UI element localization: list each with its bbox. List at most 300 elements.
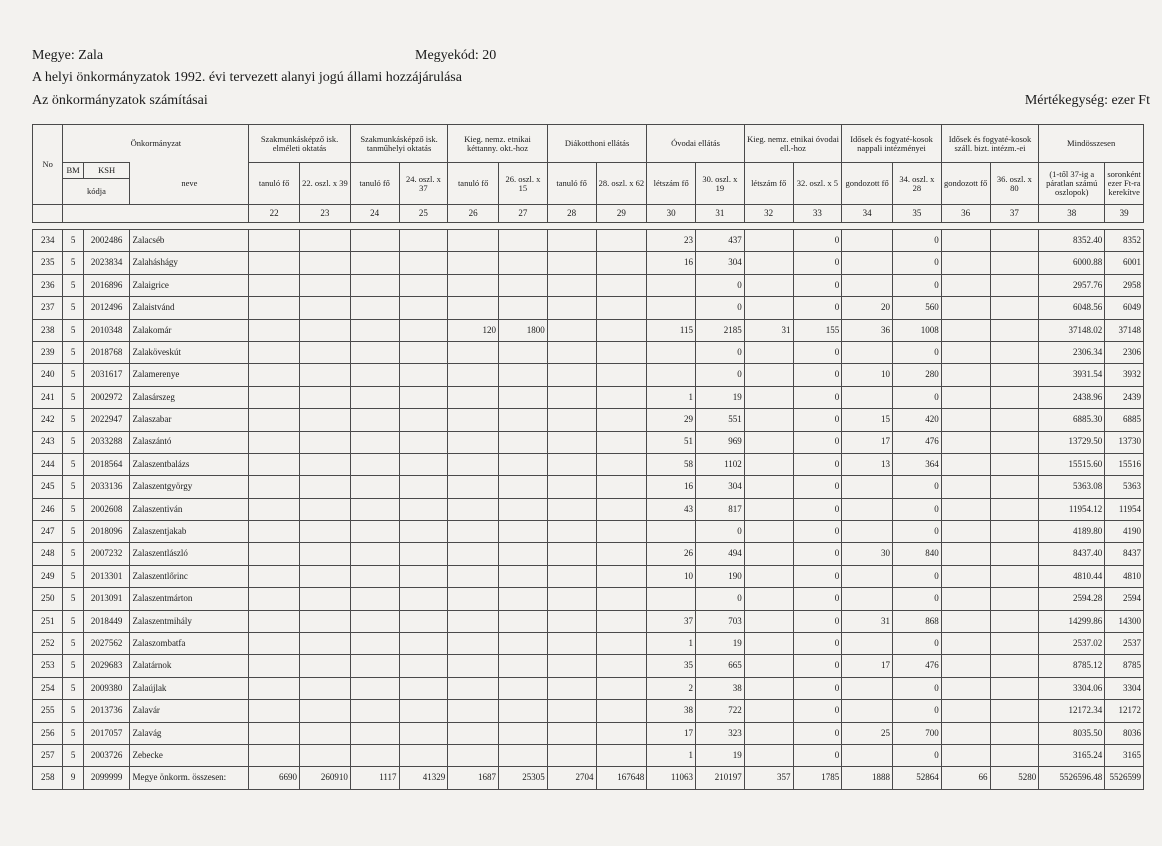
table-cell bbox=[547, 431, 596, 453]
table-cell bbox=[990, 230, 1039, 252]
table-cell bbox=[350, 453, 399, 475]
table-cell: 0 bbox=[793, 341, 842, 363]
table-cell bbox=[350, 297, 399, 319]
table-cell: 13730 bbox=[1105, 431, 1144, 453]
table-cell bbox=[249, 700, 300, 722]
table-cell bbox=[842, 700, 893, 722]
table-cell: 4190 bbox=[1105, 521, 1144, 543]
col-number: 37 bbox=[990, 205, 1039, 223]
table-cell: 240 bbox=[33, 364, 63, 386]
table-cell bbox=[249, 588, 300, 610]
table-cell: 239 bbox=[33, 341, 63, 363]
table-cell bbox=[744, 274, 793, 296]
table-cell: 722 bbox=[696, 700, 745, 722]
table-cell bbox=[399, 633, 448, 655]
table-cell bbox=[596, 230, 647, 252]
col-number: 32 bbox=[744, 205, 793, 223]
col-number: 39 bbox=[1105, 205, 1144, 223]
table-cell: 8785 bbox=[1105, 655, 1144, 677]
contribution-table bbox=[32, 124, 1144, 790]
table-cell bbox=[300, 364, 351, 386]
table-cell bbox=[596, 543, 647, 565]
table-cell: 2031617 bbox=[83, 364, 130, 386]
table-row bbox=[33, 677, 1144, 699]
table-cell: 12172.34 bbox=[1039, 700, 1105, 722]
table-cell bbox=[350, 655, 399, 677]
table-row bbox=[33, 543, 1144, 565]
table-row bbox=[33, 409, 1144, 431]
table-cell: 560 bbox=[893, 297, 942, 319]
unit-label: Mértékegység: ezer Ft bbox=[1024, 93, 1150, 108]
table-cell: 2013301 bbox=[83, 565, 130, 587]
table-cell: 3932 bbox=[1105, 364, 1144, 386]
table-cell bbox=[448, 565, 499, 587]
table-cell: 0 bbox=[793, 543, 842, 565]
table-cell bbox=[596, 319, 647, 341]
table-cell bbox=[448, 476, 499, 498]
table-cell bbox=[399, 230, 448, 252]
table-cell bbox=[499, 543, 548, 565]
table-cell bbox=[941, 610, 990, 632]
table-cell bbox=[990, 655, 1039, 677]
table-cell: 4189.80 bbox=[1039, 521, 1105, 543]
table-cell bbox=[499, 498, 548, 520]
table-cell bbox=[249, 498, 300, 520]
table-cell bbox=[596, 588, 647, 610]
table-cell: 0 bbox=[793, 431, 842, 453]
table-cell bbox=[941, 341, 990, 363]
table-cell: 2018449 bbox=[83, 610, 130, 632]
municipality-name: Zalavág bbox=[130, 722, 249, 744]
table-cell bbox=[350, 498, 399, 520]
table-cell: 2537.02 bbox=[1039, 633, 1105, 655]
table-cell bbox=[744, 498, 793, 520]
table-cell bbox=[300, 498, 351, 520]
table-cell bbox=[300, 409, 351, 431]
table-cell bbox=[744, 700, 793, 722]
table-cell: 0 bbox=[696, 274, 745, 296]
table-cell bbox=[596, 252, 647, 274]
table-cell bbox=[941, 588, 990, 610]
table-cell: 364 bbox=[893, 453, 942, 475]
subheader: 22. oszl. x 39 bbox=[300, 163, 351, 205]
subheader: 28. oszl. x 62 bbox=[596, 163, 647, 205]
table-cell bbox=[499, 364, 548, 386]
table-cell bbox=[350, 230, 399, 252]
col-no-header: No bbox=[33, 125, 63, 205]
subheader: 26. oszl. x 15 bbox=[499, 163, 548, 205]
table-row bbox=[33, 297, 1144, 319]
subheader: 36. oszl. x 80 bbox=[990, 163, 1039, 205]
table-cell bbox=[350, 409, 399, 431]
table-cell bbox=[547, 453, 596, 475]
table-cell: 5 bbox=[63, 364, 83, 386]
table-cell bbox=[596, 610, 647, 632]
table-cell bbox=[990, 677, 1039, 699]
table-cell: 167648 bbox=[596, 767, 647, 789]
col-number: 33 bbox=[793, 205, 842, 223]
table-cell: 3165.24 bbox=[1039, 744, 1105, 766]
table-cell bbox=[399, 476, 448, 498]
table-cell bbox=[350, 722, 399, 744]
table-cell: 8035.50 bbox=[1039, 722, 1105, 744]
table-cell bbox=[249, 744, 300, 766]
table-cell bbox=[300, 744, 351, 766]
table-cell bbox=[249, 274, 300, 296]
table-cell: 0 bbox=[893, 521, 942, 543]
table-cell: 2012496 bbox=[83, 297, 130, 319]
table-cell bbox=[350, 274, 399, 296]
table-cell: 1785 bbox=[793, 767, 842, 789]
municipality-name: Zalaistvánd bbox=[130, 297, 249, 319]
table-cell bbox=[448, 230, 499, 252]
table-cell: 2027562 bbox=[83, 633, 130, 655]
table-cell bbox=[842, 230, 893, 252]
table-cell bbox=[300, 476, 351, 498]
table-cell bbox=[300, 677, 351, 699]
table-cell: 0 bbox=[793, 386, 842, 408]
table-cell bbox=[547, 297, 596, 319]
table-cell bbox=[300, 252, 351, 274]
table-cell: 2002608 bbox=[83, 498, 130, 520]
group-header: Diákotthoni ellátás bbox=[547, 125, 647, 163]
table-cell: 66 bbox=[941, 767, 990, 789]
table-cell bbox=[499, 297, 548, 319]
table-cell: 5 bbox=[63, 297, 83, 319]
table-cell: 2033136 bbox=[83, 476, 130, 498]
table-cell: 210197 bbox=[696, 767, 745, 789]
municipality-name: Zalacséb bbox=[130, 230, 249, 252]
table-cell bbox=[350, 431, 399, 453]
table-cell: 255 bbox=[33, 700, 63, 722]
table-cell bbox=[350, 565, 399, 587]
table-cell: 17 bbox=[842, 655, 893, 677]
table-cell bbox=[596, 297, 647, 319]
table-cell: 0 bbox=[893, 588, 942, 610]
table-cell: 0 bbox=[893, 498, 942, 520]
table-cell bbox=[499, 744, 548, 766]
table-cell bbox=[744, 297, 793, 319]
document-subtitle: Az önkormányzatok számításai bbox=[32, 93, 208, 108]
table-cell: 0 bbox=[893, 341, 942, 363]
table-cell: 5 bbox=[63, 409, 83, 431]
table-cell bbox=[941, 453, 990, 475]
table-cell: 19 bbox=[696, 633, 745, 655]
table-row bbox=[33, 386, 1144, 408]
table-cell bbox=[744, 409, 793, 431]
table-cell: 5 bbox=[63, 633, 83, 655]
table-cell bbox=[399, 543, 448, 565]
table-cell: 2958 bbox=[1105, 274, 1144, 296]
table-cell bbox=[350, 364, 399, 386]
table-cell: 8352 bbox=[1105, 230, 1144, 252]
table-cell bbox=[399, 610, 448, 632]
table-cell: 665 bbox=[696, 655, 745, 677]
table-cell: 0 bbox=[793, 722, 842, 744]
table-cell bbox=[448, 744, 499, 766]
table-cell bbox=[647, 341, 696, 363]
table-cell bbox=[596, 677, 647, 699]
table-cell: 17 bbox=[842, 431, 893, 453]
col-number: 29 bbox=[596, 205, 647, 223]
county-label: Megye: Zala bbox=[32, 48, 104, 63]
table-cell: 238 bbox=[33, 319, 63, 341]
table-cell bbox=[547, 700, 596, 722]
table-cell: 52864 bbox=[893, 767, 942, 789]
table-cell bbox=[744, 521, 793, 543]
table-cell bbox=[990, 386, 1039, 408]
table-cell: 115 bbox=[647, 319, 696, 341]
subheader: tanuló fő bbox=[547, 163, 596, 205]
table-cell bbox=[990, 610, 1039, 632]
table-cell bbox=[547, 386, 596, 408]
table-cell bbox=[941, 274, 990, 296]
table-cell: 13 bbox=[842, 453, 893, 475]
group-header: Kieg. nemz. etnikai óvodai ell.-hoz bbox=[744, 125, 841, 163]
table-cell bbox=[941, 655, 990, 677]
table-cell bbox=[941, 565, 990, 587]
table-cell bbox=[941, 364, 990, 386]
table-cell: 23 bbox=[647, 230, 696, 252]
table-cell: 19 bbox=[696, 386, 745, 408]
table-cell: 0 bbox=[696, 364, 745, 386]
table-cell: 817 bbox=[696, 498, 745, 520]
table-cell: 38 bbox=[647, 700, 696, 722]
table-cell bbox=[448, 498, 499, 520]
table-cell bbox=[300, 274, 351, 296]
table-cell bbox=[350, 543, 399, 565]
table-row bbox=[33, 498, 1144, 520]
table-cell: 437 bbox=[696, 230, 745, 252]
table-cell bbox=[399, 588, 448, 610]
table-cell bbox=[547, 633, 596, 655]
table-row bbox=[33, 610, 1144, 632]
table-cell: 0 bbox=[696, 297, 745, 319]
table-cell: 15515.60 bbox=[1039, 453, 1105, 475]
table-cell: 2010348 bbox=[83, 319, 130, 341]
table-cell: 0 bbox=[893, 565, 942, 587]
municipality-name: Zalaköveskút bbox=[130, 341, 249, 363]
table-body bbox=[33, 223, 1144, 790]
table-cell bbox=[499, 409, 548, 431]
table-cell: 8437.40 bbox=[1039, 543, 1105, 565]
group-header: Mindösszesen bbox=[1039, 125, 1144, 163]
table-cell bbox=[647, 364, 696, 386]
table-cell bbox=[547, 498, 596, 520]
table-cell: 0 bbox=[893, 252, 942, 274]
table-cell bbox=[350, 252, 399, 274]
table-cell bbox=[596, 565, 647, 587]
table-cell bbox=[399, 409, 448, 431]
table-cell: 0 bbox=[893, 700, 942, 722]
table-cell: 1800 bbox=[499, 319, 548, 341]
table-cell: 242 bbox=[33, 409, 63, 431]
table-cell: 36 bbox=[842, 319, 893, 341]
table-cell bbox=[448, 386, 499, 408]
table-cell bbox=[941, 677, 990, 699]
table-cell: 5363.08 bbox=[1039, 476, 1105, 498]
table-cell bbox=[399, 386, 448, 408]
table-row bbox=[33, 364, 1144, 386]
table-cell: 31 bbox=[744, 319, 793, 341]
table-cell: 6049 bbox=[1105, 297, 1144, 319]
table-cell: 11954 bbox=[1105, 498, 1144, 520]
table-cell: 6885 bbox=[1105, 409, 1144, 431]
table-cell bbox=[448, 588, 499, 610]
table-cell bbox=[547, 274, 596, 296]
table-cell bbox=[249, 431, 300, 453]
table-cell: 26 bbox=[647, 543, 696, 565]
municipality-name: Zalaújlak bbox=[130, 677, 249, 699]
table-row bbox=[33, 476, 1144, 498]
table-cell bbox=[596, 655, 647, 677]
table-cell: 244 bbox=[33, 453, 63, 475]
table-cell: 0 bbox=[793, 655, 842, 677]
table-cell: 2029683 bbox=[83, 655, 130, 677]
table-cell bbox=[448, 543, 499, 565]
table-cell bbox=[547, 588, 596, 610]
subheader: létszám fő bbox=[744, 163, 793, 205]
table-cell: 41329 bbox=[399, 767, 448, 789]
table-cell: 5 bbox=[63, 610, 83, 632]
table-cell bbox=[448, 409, 499, 431]
group-header: Kieg. nemz. etnikai kéttanny. okt.-hoz bbox=[448, 125, 548, 163]
table-cell bbox=[990, 700, 1039, 722]
table-cell: 243 bbox=[33, 431, 63, 453]
table-cell: 5 bbox=[63, 230, 83, 252]
table-cell bbox=[249, 565, 300, 587]
table-cell bbox=[350, 633, 399, 655]
table-cell: 2438.96 bbox=[1039, 386, 1105, 408]
table-cell bbox=[249, 521, 300, 543]
table-cell bbox=[744, 610, 793, 632]
table-cell bbox=[744, 230, 793, 252]
table-cell: 1687 bbox=[448, 767, 499, 789]
table-cell: 17 bbox=[647, 722, 696, 744]
table-cell: 38 bbox=[696, 677, 745, 699]
municipality-name: Zalaszentlászló bbox=[130, 543, 249, 565]
table-cell bbox=[596, 341, 647, 363]
table-cell bbox=[399, 655, 448, 677]
table-cell: 4810 bbox=[1105, 565, 1144, 587]
table-cell bbox=[499, 274, 548, 296]
municipality-name: Zalaigrice bbox=[130, 274, 249, 296]
table-cell: 155 bbox=[793, 319, 842, 341]
table-cell bbox=[249, 409, 300, 431]
municipality-name: Zalakomár bbox=[130, 319, 249, 341]
table-cell bbox=[300, 700, 351, 722]
table-cell: 0 bbox=[793, 274, 842, 296]
table-cell bbox=[990, 319, 1039, 341]
table-cell: 20 bbox=[842, 297, 893, 319]
table-cell bbox=[300, 521, 351, 543]
col-number: 38 bbox=[1039, 205, 1105, 223]
table-cell bbox=[744, 744, 793, 766]
table-cell: 2023834 bbox=[83, 252, 130, 274]
table-cell: 5 bbox=[63, 431, 83, 453]
table-cell: 8036 bbox=[1105, 722, 1144, 744]
table-cell bbox=[596, 453, 647, 475]
table-cell: 0 bbox=[793, 744, 842, 766]
table-cell bbox=[399, 677, 448, 699]
table-cell bbox=[300, 655, 351, 677]
table-cell bbox=[499, 431, 548, 453]
table-cell: 0 bbox=[793, 498, 842, 520]
table-cell bbox=[399, 252, 448, 274]
table-row bbox=[33, 588, 1144, 610]
table-cell bbox=[249, 230, 300, 252]
table-cell: 11063 bbox=[647, 767, 696, 789]
table-cell: 25305 bbox=[499, 767, 548, 789]
table-cell bbox=[448, 633, 499, 655]
table-cell bbox=[448, 610, 499, 632]
table-cell: 2099999 bbox=[83, 767, 130, 789]
table-cell: 258 bbox=[33, 767, 63, 789]
table-cell: 5526599 bbox=[1105, 767, 1144, 789]
table-row bbox=[33, 431, 1144, 453]
table-cell: 241 bbox=[33, 386, 63, 408]
municipality-name: Zalaszentgyörgy bbox=[130, 476, 249, 498]
table-cell bbox=[941, 633, 990, 655]
table-cell: 2594 bbox=[1105, 588, 1144, 610]
municipality-name: Zalaszabar bbox=[130, 409, 249, 431]
table-cell bbox=[990, 588, 1039, 610]
table-cell: 0 bbox=[893, 744, 942, 766]
subheader: gondozott fő bbox=[941, 163, 990, 205]
table-cell: 0 bbox=[793, 364, 842, 386]
table-cell bbox=[547, 476, 596, 498]
table-cell: 8437 bbox=[1105, 543, 1144, 565]
table-cell: 2306 bbox=[1105, 341, 1144, 363]
col-number: 30 bbox=[647, 205, 696, 223]
table-cell bbox=[547, 252, 596, 274]
table-cell: 476 bbox=[893, 655, 942, 677]
table-cell bbox=[499, 565, 548, 587]
table-cell bbox=[448, 252, 499, 274]
table-cell: 11954.12 bbox=[1039, 498, 1105, 520]
table-cell bbox=[744, 588, 793, 610]
table-cell bbox=[596, 521, 647, 543]
table-cell bbox=[249, 453, 300, 475]
col-number: 34 bbox=[842, 205, 893, 223]
table-cell bbox=[842, 521, 893, 543]
table-cell bbox=[842, 588, 893, 610]
county-code: Megyekód: 20 bbox=[415, 48, 497, 63]
municipality-name: Zalaháshágy bbox=[130, 252, 249, 274]
table-cell bbox=[350, 744, 399, 766]
col-number: 25 bbox=[399, 205, 448, 223]
table-cell bbox=[941, 722, 990, 744]
table-cell bbox=[350, 386, 399, 408]
table-cell: 700 bbox=[893, 722, 942, 744]
table-cell bbox=[499, 722, 548, 744]
table-cell: 323 bbox=[696, 722, 745, 744]
table-cell: 2002972 bbox=[83, 386, 130, 408]
subheader: tanuló fő bbox=[350, 163, 399, 205]
table-cell bbox=[499, 476, 548, 498]
table-cell: 2018768 bbox=[83, 341, 130, 363]
table-cell bbox=[249, 677, 300, 699]
table-cell: 5 bbox=[63, 252, 83, 274]
table-cell: 2185 bbox=[696, 319, 745, 341]
table-cell bbox=[300, 722, 351, 744]
table-cell bbox=[547, 409, 596, 431]
table-cell: 6048.56 bbox=[1039, 297, 1105, 319]
table-cell: 253 bbox=[33, 655, 63, 677]
table-cell bbox=[842, 341, 893, 363]
table-cell: 1 bbox=[647, 386, 696, 408]
table-cell: 5 bbox=[63, 386, 83, 408]
